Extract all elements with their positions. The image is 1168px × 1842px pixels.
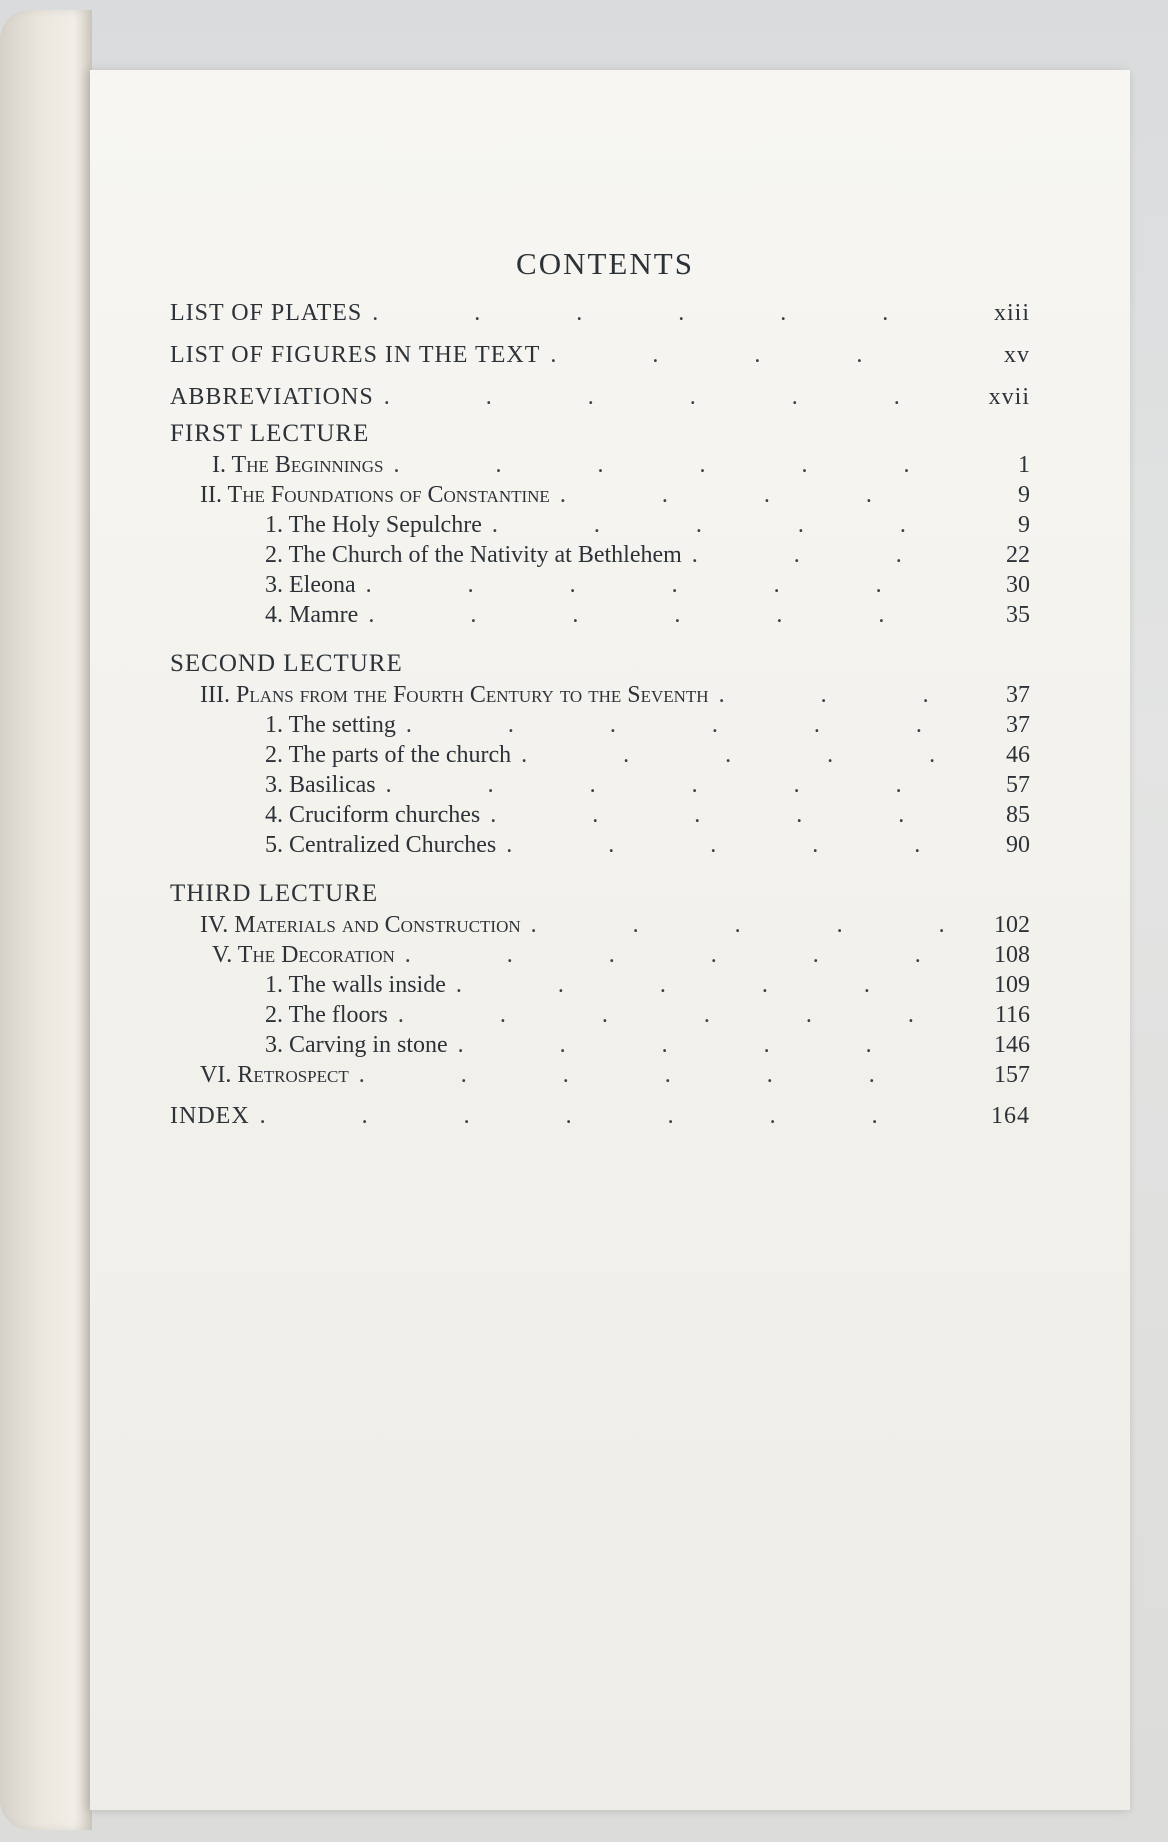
book-page [90, 70, 1130, 1810]
toc-index-entry: INDEX . 164 [170, 1090, 1030, 1130]
toc-section: 3. Carving in stone . 146 [170, 1030, 1030, 1060]
table-of-contents [170, 246, 1030, 1130]
toc-chapter: III. Plans from the Fourth Century to the Seventh . 37 [170, 680, 1030, 710]
toc-section: 4. Mamre . 35 [170, 600, 1030, 630]
toc-section: 4. Cruciform churches . 85 [170, 800, 1030, 830]
lecture-heading: SECOND LECTURE [170, 650, 403, 677]
toc-section: 1. The Holy Sepulchre . 9 [170, 510, 1030, 540]
toc-chapter: IV. Materials and Construction . 102 [170, 910, 1030, 940]
toc-section: 3. Eleona . 30 [170, 570, 1030, 600]
toc-section: 1. The walls inside . 109 [170, 970, 1030, 1000]
toc-entry: LIST OF PLATES . xiii [170, 298, 1030, 328]
toc-chapter: V. The Decoration . 108 [170, 940, 1030, 970]
page-title: CONTENTS [516, 246, 694, 281]
lecture-heading: THIRD LECTURE [170, 880, 379, 907]
toc-section: 2. The parts of the church . 46 [170, 740, 1030, 770]
toc-entry: LIST OF FIGURES IN THE TEXT . xv [170, 340, 1030, 370]
toc-section: 1. The setting . 37 [170, 710, 1030, 740]
toc-section: 2. The floors . 116 [170, 1000, 1030, 1030]
toc-section: 5. Centralized Churches . 90 [170, 830, 1030, 860]
toc-chapter: I. The Beginnings . 1 [170, 450, 1030, 480]
toc-section: 2. The Church of the Nativity at Bethlehem . 22 [170, 540, 1030, 570]
toc-entry: ABBREVIATIONS . xvii [170, 382, 1030, 412]
toc-section: 3. Basilicas . 57 [170, 770, 1030, 800]
toc-chapter: VI. Retrospect . 157 [170, 1060, 1030, 1090]
book-spine-edge [0, 10, 92, 1830]
toc-chapter: II. The Foundations of Constantine . 9 [170, 480, 1030, 510]
lecture-heading: FIRST LECTURE [170, 420, 370, 447]
